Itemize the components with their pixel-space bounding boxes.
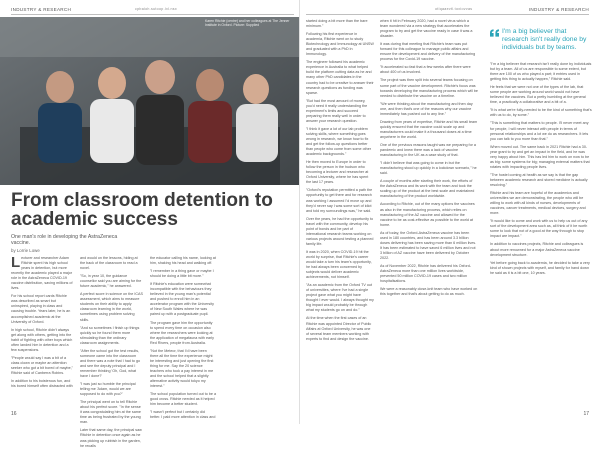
paragraph: "I think it gave a lot of our lab problem solving skills, where something goes wrong in research, we know how to fix and get the follow-up questions better than people who come from some other academic backgrounds."	[306, 126, 371, 157]
header-rule	[306, 14, 589, 15]
paragraph: Later that same day, the principal saw Ritchie in detention once again as he was picking up rubbish in the garden, he recalls	[80, 428, 142, 448]
column-3	[150, 256, 216, 423]
paragraph: For his school report cards Ritchie was described as smart but uninspired, playing in class and causing trouble. Years later, he is an accomplished academic at the University of Oxford.	[11, 294, 71, 324]
paragraph: and would on the lessons, hiding at the back of the classroom to read a novel.	[80, 256, 138, 271]
paragraph: Over the years, he had the opportunity to travel with the community, develop his point of bonds and be part of international research teams working on various projects around testing a planned family life.	[306, 216, 374, 246]
drop-cap: L	[11, 254, 21, 271]
paragraph: "So, in year 10, the guidance counsellor said you are aiming for the future academic," he answered.	[80, 274, 142, 289]
column-5	[380, 19, 478, 300]
header-rule	[11, 14, 294, 15]
paragraph: In high school, Ritchie didn't always get along with others, getting into the habit of fighting with other boys which often landed him in detention and a few suspensions.	[11, 327, 73, 352]
article-photo	[0, 17, 300, 185]
paragraph: According to Ritchie, out of the many options the vaccines as also in the manufacturing process, which relies on manufacturing of the AZ vaccine and allowed for the vaccine to be as cost-effective as possible to the world at home.	[380, 202, 475, 227]
paragraph: As of today, the Oxford-AstraZeneca vaccine has been used in 180 countries, and has been around 3.3 billion doses delivering has been saving more than 6 million lives. It has been estimated to have saved 6 million lives and not 3 billion of AZ vaccine have been delivered by October 2022.	[380, 230, 477, 260]
pull-quote: I'm a big believer that research isn't really done by individuals but by teams.	[502, 28, 587, 51]
paragraph: when it hit in February 2020, had a novel virus which a team wondered via a new strategy that accelerates the program to try and get the vaccine ready in case it was a disaster.	[380, 19, 473, 39]
paragraph: "The hostel coming at health as we say is that the gap between academic research and stored medicine is actually resolving."	[490, 172, 588, 187]
paragraph: Ritchie and his team are hopeful of the academics and universities we are demonstrating, the people who will be willing to work with all kinds of nurses, developments of vaccines, cancer treatments, medical devices, surgery and more.	[490, 191, 586, 216]
paragraph: "It is what we're fully-needed to be the kind of something that's with us to do, by some."	[490, 108, 592, 118]
paragraph: "But had the most amount of money, you'd need it really understanding the experiment's limits and succeed preparing them really well in order to answer your research question.	[306, 98, 368, 123]
paragraph: "We were thinking about the manufacturing and then day one, and then that's one of the reasons why our vaccine immediately has pushed out to any line."	[380, 101, 473, 116]
page-number-right: 17	[583, 411, 589, 417]
section-header-left: INDUSTRY & RESEARCH	[11, 7, 72, 12]
paragraph: A couple of months after starting their work, the efforts of the AstraZeneca and its work with the team and took the scaling up of the product at the best scale and maintained manufacturing of the product worldwide.	[380, 179, 475, 199]
section-header-right: INDUSTRY & RESEARCH	[528, 7, 589, 12]
paragraph: He then moved to Europe in order to follow the person in the hudson who becoming a lecturer and researcher at Oxford University, where he has spent the last 17 years.	[306, 160, 369, 185]
column-2	[80, 256, 143, 452]
paragraph: "I wasn't perfect but I certainly did better. I paid more attention in class and	[150, 410, 216, 420]
paragraph: "I'm a big believer that research isn't really done by individuals but by a team. All of us are responsible to some extent, but there are 100 of us who played a part; it entries used in getting this thing to actually happen," Ritchie said.	[490, 62, 592, 82]
paragraph: In addition to vaccines projects, Ritchie and colleagues is about more renowned for a major AstraZeneca vaccine development structure.	[490, 242, 584, 257]
paragraph: started doing a bit more than the bare minimum."	[306, 19, 368, 29]
quote-mark-icon	[490, 29, 499, 37]
paragraph: When moved out. The same back in 2021 Ritchie had a 30-year grant to try and get an impact in the field, and he was very happy about him. This has led him to work on now to be as big: some systems for big; managing external matters that rotates with impacting people lives.	[490, 144, 590, 169]
paragraph: "Oxford's reputation permitted a path the opportunity to get there and for research was working I assumed I'd move up and they'd never say I was some sort of idiot and told my surroundings was," he said.	[306, 188, 373, 213]
paragraph: "I was just so humble the principal telling me 'Adam, would we are supposed to do with you?'	[80, 382, 136, 397]
paragraph: At the time when the first cases of an Ritchie was appointed Director of Public Affairs at Oxford University, he was one of several team members working with experts to find and design the vaccine.	[306, 316, 372, 341]
paragraph: "And so sometimes I finish up things quickly so he found them more stimulating than the ordinary classroom assignments.	[80, 325, 140, 345]
column-1	[11, 256, 74, 392]
paragraph: "I remember in a thing gave or maybe I should be doing a little bit more."	[150, 269, 214, 279]
paragraph: "As an academic from the Oxford TV out of universities, where I've had a single project gave what you might have thought I ever would. I always thought my big impact would probably be through what my students go on and do."	[306, 283, 374, 313]
article-title: From classroom detention to academic success	[11, 190, 273, 230]
paragraph: "This is something that matters to people. I'll never meet any for people, I will never interact with people in terms of personal relationships and a lot we do as researchers. It lets you can talk to you more than that."	[490, 121, 589, 141]
right-page	[300, 0, 600, 424]
paragraph: The principal went on to tell Ritchie about his perfect score. "In the sense it was congratulating him at the same time as being frustrated by the young man.	[80, 400, 141, 425]
paragraph: It was during that meeting that Ritchie's team was put forward for this colleague to manage public affairs and ensure the development and delivery of the manufacturing process for the Covid-19 vaccine.	[380, 42, 476, 62]
paragraph: "After the school got the test results, someone came into the classroom and there was a note that I had to go and see the deputy principal and I remember thinking 'Oh, God, what have I done?'	[80, 348, 141, 378]
paragraph: "Not the Meteor, that I'd have been there all the time the experience might be interesting and just opening the first thing for me. Say the 20 science teachers who took a pay interest in me and the school helped that a slightly alternative activity would tokyo my interest."	[150, 348, 214, 389]
article-subtitle: One man's role in developing the AstraZeneca vaccine.	[11, 234, 118, 246]
paragraph: The school population turned out to be a good cross. Ritchie needed as it helped him become a better student.	[150, 392, 217, 407]
paragraph: He feels that we were not one of the types of the lab, that some people are working around world would not have believed the vaccines. But a pretty humbling at the general time, a practically a collaborative and a bit of a.	[490, 85, 586, 105]
paragraph: The engineer followed his academic experience in Australia to what helped build the platform cutting data as he and many other PhD candidates in the country had to be creative to answer their research questions as funding was sparse.	[306, 60, 374, 95]
paragraph: "It accelerated so fast that a few weeks after there were about 400 of us involved.	[380, 65, 471, 75]
paragraph: Yet before going back to academia, he decided to take a very kind of shown projects with myself, and family for hand down he said as it is a bit one, 10 years.	[490, 260, 590, 275]
paragraph: As of November 2022, Ritchie has delivered his Oxford-AstraZeneca more than one million lives worldwide, prevented 50 million COVID-19 cases and two million hospitalisations.	[380, 263, 472, 284]
paragraph: It was in 2020, when COVID-19 hit the world by surprise, that Ritchie's career would take a turn his team's opportunity, he had always been concerned by subjects would deliver academic achievements, not himself.	[306, 249, 372, 280]
left-page	[0, 0, 300, 448]
column-4	[306, 19, 374, 345]
paragraph: If Ritchie's education were somewhat incompatible with the behaviours they believed in the young man's potential and pushed to enroll him in an accelerator program with the University of New South Wales where he was paired up with a postgraduate pupil.	[150, 282, 214, 317]
paragraph: A perfect score in science on the ICAS assessment, which aims to measure students on their ability to apply classroom learning in the world, sometimes using problem solving skills.	[80, 292, 143, 322]
paragraph: Following his first experience in academia, Ritchie went on to study Biotechnology and Immunology at UNSW and graduated with a PhD in Immunology.	[306, 32, 374, 57]
paragraph: We were a reasonably close-knit team who have worked on this together and that's about getting to do as much.	[380, 287, 478, 297]
paragraph: the educator calling his name, looking at him, shaking his head and walking off.	[150, 256, 216, 266]
paragraph: Drawing from years of expertise, Ritchie and his small team quickly ensured that the vaccine could scale up and manufacturers could make it a thousand doses at a time anywhere in the world.	[380, 119, 478, 139]
paragraph: In addition to his boisterous fun, and his bored himself often distracted with	[11, 379, 73, 389]
column-7	[490, 62, 592, 279]
byline: by Lorrie Lowe	[11, 248, 40, 253]
paragraph: "It would like to come and work with us to help us out of any sort of the development area such as, all think of it be worth some to look that not of a good at the way through to stop impact are impact."	[490, 219, 588, 239]
photo-caption: Karen Ritchie (centre) and her colleagues at The Jenner Institute in Oxford. Picture: Supplied	[205, 19, 290, 28]
lab-photo-illustration	[0, 17, 300, 185]
paragraph: "People would say I was a bit of a class clown or maybe an attention seeker who got a bit bored of maybe," Ritchie said of Canberra Robins.	[11, 355, 73, 375]
header-website-right: otlqaaevtl.toxiovvas	[435, 7, 473, 11]
paragraph: Lecturer and researcher Adam Ritchie spent his high school years in detention, but more recently the academic played a major role in the AstraZeneca COVID-19 vaccine distribution, saving millions of lives.	[11, 254, 73, 291]
paragraph: The program gave him the opportunity to spend every time on occasion also where the researchers were looking at the application of megafauna with early Red Rivers, people from Australia.	[150, 320, 214, 345]
paragraph: The project was then split into several teams focusing on some part of the vaccine development. Ritchie's focus was towards developing the manufacturing process which will be needed to distribute the vaccine on a timeline.	[380, 78, 478, 98]
paragraph: One of the previous reasons taught was we preparing for a pandemic and knew there was a lack of vaccine manufacturing in the UK as a case study of that.	[380, 142, 476, 158]
page-number-left: 16	[11, 411, 17, 417]
header-website: cpbaloh.sutoop.lxl.nsx	[135, 7, 177, 11]
paragraph: "I didn't believe that was going to come in but the manufacturing stood up quickly in a lockdown scenario," he said.	[380, 161, 477, 176]
